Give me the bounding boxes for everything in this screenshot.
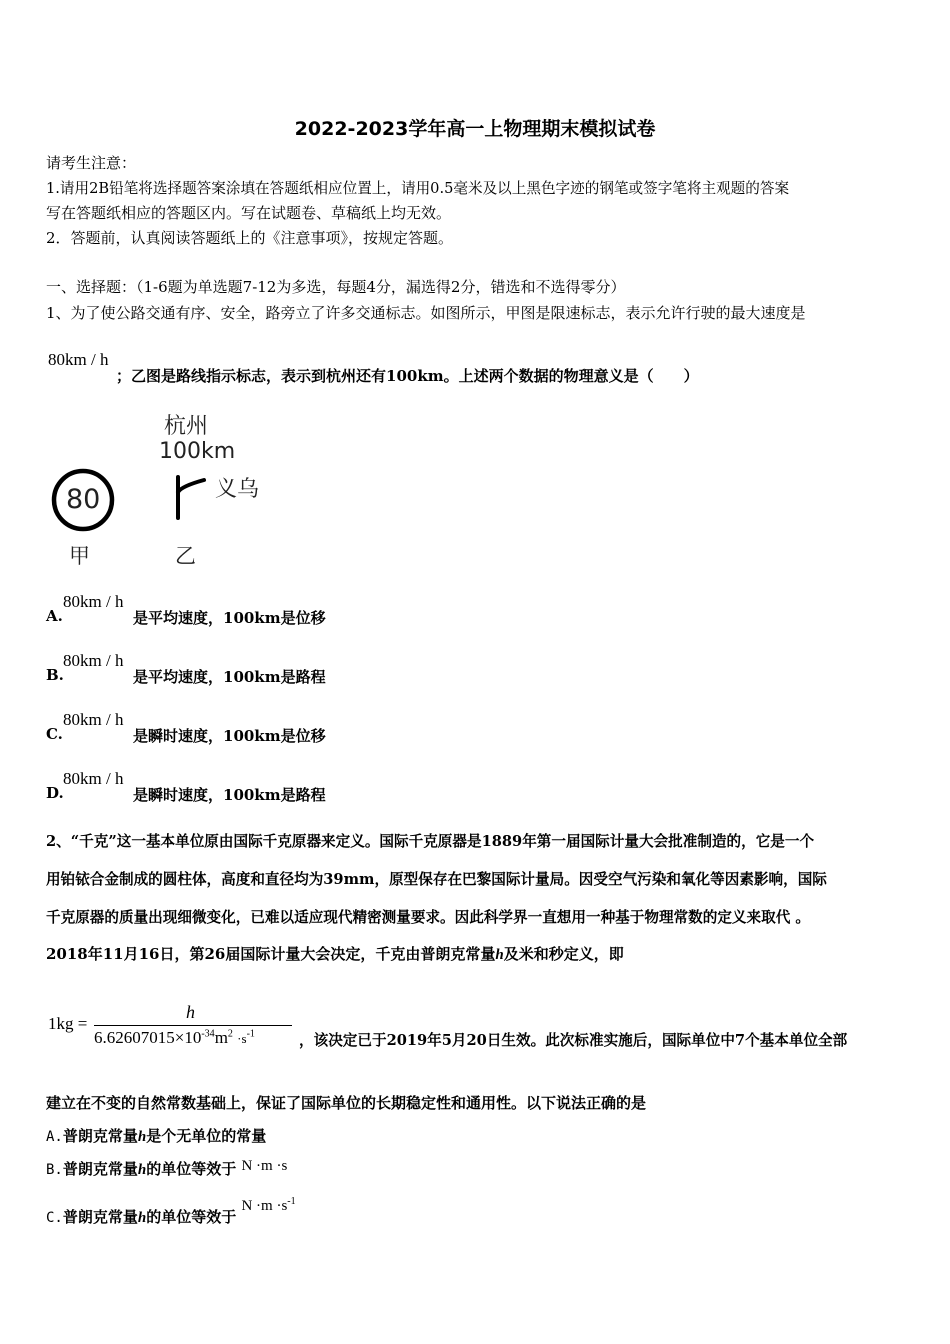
city-yiwu: 义乌 <box>215 477 260 502</box>
formula-after-text: ，该决定已于2019年5月20日生效。此次标准实施后，国际单位中7个基本单位全部 <box>299 1032 848 1049</box>
city-hangzhou: 杭州 <box>164 414 209 439</box>
formula-denominator <box>94 1028 255 1048</box>
option-text: 是瞬时速度，100km是路程 <box>133 786 326 804</box>
den-main: 6.62607015×10 <box>94 1028 202 1047</box>
planck-symbol: h <box>137 1162 147 1178</box>
q1-stem-line-1: 1、为了使公路交通有序、安全，路旁立了许多交通标志。如图所示，甲图是限速标志，表示允许行驶的最大速度是 <box>46 304 806 322</box>
option-letter: A. <box>46 607 63 625</box>
option-letter: D. <box>46 784 64 802</box>
q2-option-c[interactable] <box>46 1196 296 1227</box>
option-speed: 80km / h <box>63 710 124 729</box>
q2-option-b[interactable] <box>46 1158 287 1179</box>
planck-symbol: h <box>137 1129 147 1145</box>
option-letter: B. <box>46 666 64 684</box>
option-speed: 80km / h <box>63 769 124 788</box>
q2-line-1: 2、“千克”这一基本单位原由国际千克原器来定义。国际千克原器是1889年第一届国际计量大会批准制造的，它是一个 <box>46 833 815 850</box>
den-s-exp: -1 <box>246 1028 255 1040</box>
den-m: m <box>214 1028 228 1047</box>
option-text: 是平均速度，100km是路程 <box>133 668 326 686</box>
den-s: ·s <box>237 1031 247 1046</box>
den-m-exp: 2 <box>227 1028 233 1040</box>
q2-line-2: 用铂铱合金制成的圆柱体，高度和直径均为39mm，原型保存在巴黎国际计量局。因受空气污染和氧化等因素影响，国际 <box>46 871 827 888</box>
option-unit: N ·m ·s <box>241 1158 288 1174</box>
traffic-signs-figure <box>44 404 284 574</box>
option-speed: 80km / h <box>63 651 124 670</box>
notice-heading: 请考生注意： <box>46 154 137 172</box>
speed-limit-number: 80 <box>66 484 101 515</box>
option-post: 是个无单位的常量 <box>146 1127 267 1145</box>
distance-100km: 100km <box>159 439 236 464</box>
q2-line-3: 千克原器的质量出现细微变化，已难以适应现代精密测量要求。因此科学界一直想用一种基于物理常数的定义来取代 。 <box>46 909 810 926</box>
option-pre: 普朗克常量 <box>62 1127 138 1145</box>
page-title: 2022-2023学年高一上物理期末模拟试卷 <box>294 118 656 140</box>
q1-stem-line-2: ；乙图是路线指示标志，表示到杭州还有100km。上述两个数据的物理意义是（ ） <box>116 367 699 385</box>
option-post: 的单位等效于 <box>146 1160 237 1178</box>
unit-base: N ·m ·s <box>241 1198 288 1214</box>
option-pre: 普朗克常量 <box>62 1208 138 1226</box>
q2-line-4b: 及米和秒定义，即 <box>503 945 624 963</box>
formula-numerator: h <box>186 1002 195 1022</box>
option-letter: B. <box>46 1162 63 1178</box>
notice-line-1: 1.请用2B铅笔将选择题答案涂填在答题纸相应位置上，请用0.5毫米及以上黑色字迹的钢笔或签字笔将主观题的答案 <box>46 180 790 197</box>
section-heading: 一、选择题：（1-6题为单选题7-12为多选，每题4分，漏选得2分，错选和不选得零分） <box>46 278 626 296</box>
option-unit <box>241 1198 295 1214</box>
label-yi: 乙 <box>175 544 196 568</box>
route-sign-arrow <box>178 477 204 518</box>
q1-speed-value: 80km / h <box>48 350 109 369</box>
q2-option-a[interactable] <box>46 1125 266 1146</box>
q2-line-6: 建立在不变的自然常数基础上，保证了国际单位的长期稳定性和通用性。以下说法正确的是 <box>46 1094 647 1112</box>
label-jia: 甲 <box>69 544 90 568</box>
den-exp: -34 <box>201 1028 215 1040</box>
option-letter: C. <box>46 725 63 743</box>
option-letter: C. <box>46 1210 63 1226</box>
option-letter: A. <box>46 1129 63 1145</box>
option-post: 的单位等效于 <box>146 1208 237 1226</box>
q2-line-4 <box>46 943 624 964</box>
option-pre: 普朗克常量 <box>62 1160 138 1178</box>
option-text: 是瞬时速度，100km是位移 <box>133 727 326 745</box>
planck-symbol: h <box>137 1210 147 1226</box>
q2-line-4a: 2018年11月16日，第26届国际计量大会决定，千克由普朗克常量 <box>46 945 496 963</box>
option-text: 是平均速度，100km是位移 <box>133 609 326 627</box>
notice-line-2: 2．答题前，认真阅读答题纸上的《注意事项》，按规定答题。 <box>46 229 454 247</box>
fraction-bar <box>94 1025 292 1026</box>
planck-symbol: h <box>495 947 504 963</box>
unit-exp: -1 <box>287 1196 296 1207</box>
notice-line-1b: 写在答题纸相应的答题区内。写在试题卷、草稿纸上均无效。 <box>46 204 452 222</box>
option-speed: 80km / h <box>63 592 124 611</box>
formula-lhs: 1kg = <box>48 1014 88 1033</box>
